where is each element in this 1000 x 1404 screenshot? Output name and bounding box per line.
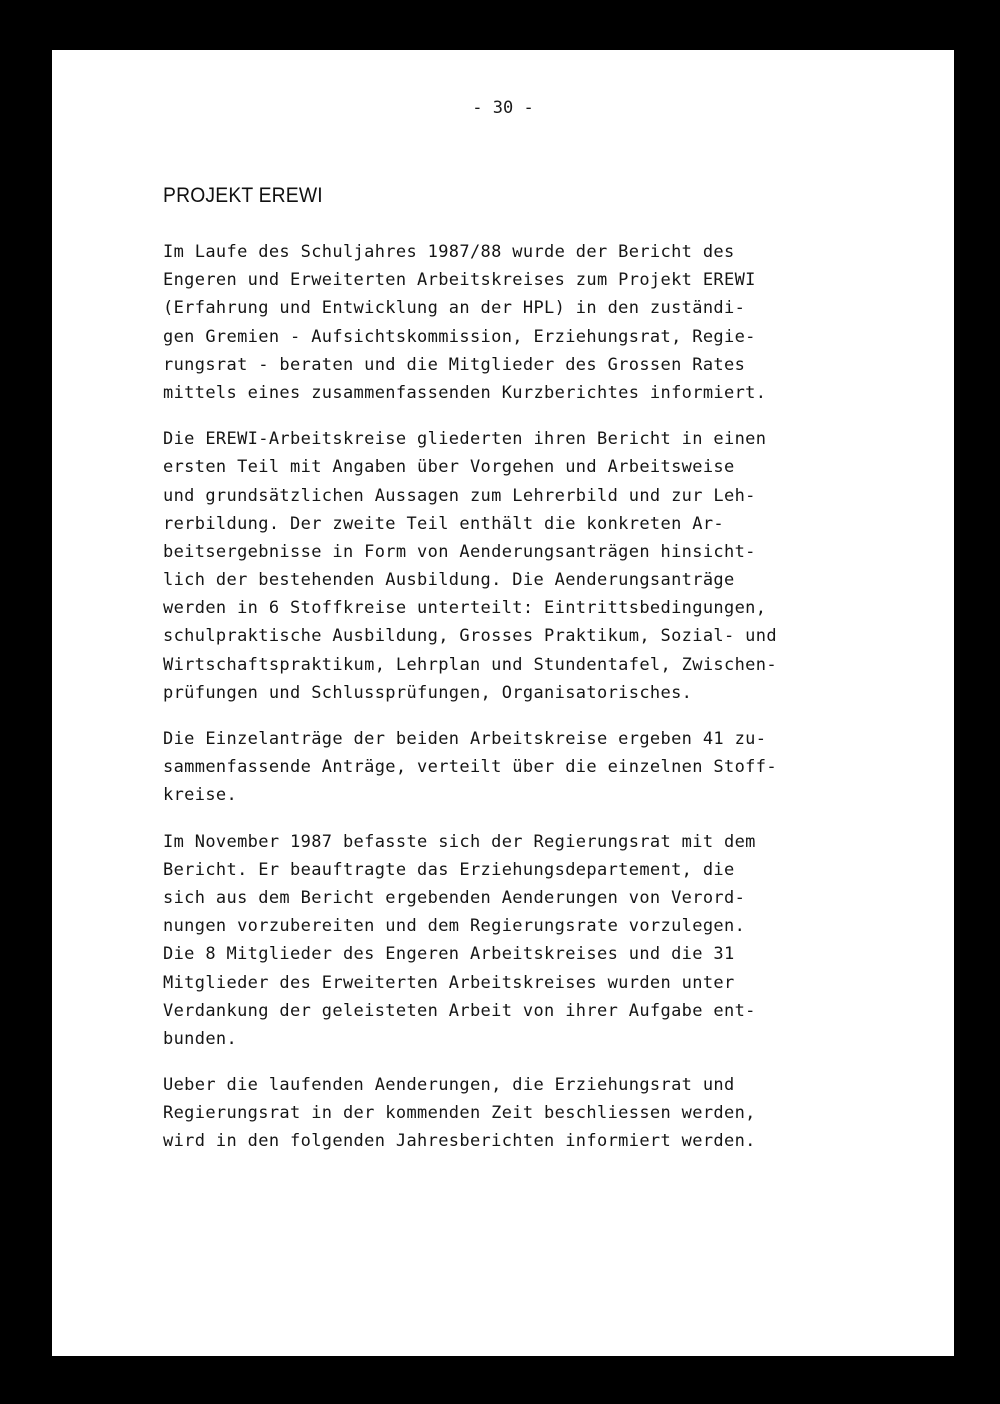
text-line: Im November 1987 befasste sich der Regierungsrat mit dem	[163, 831, 756, 852]
paragraph	[163, 725, 843, 810]
text-line: Engeren und Erweiterten Arbeitskreises zum Projekt EREWI	[163, 270, 756, 291]
text-line: wird in den folgenden Jahresberichten informiert werden.	[163, 1131, 756, 1152]
text-line: lich der bestehenden Ausbildung. Die Aenderungsanträge	[163, 570, 735, 591]
text-line: kreise.	[163, 785, 238, 806]
text-line: ersten Teil mit Angaben über Vorgehen und Arbeitsweise	[163, 457, 735, 478]
text-line: beitsergebnisse in Form von Aenderungsanträgen hinsicht-	[163, 541, 756, 562]
text-line: Wirtschaftspraktikum, Lehrplan und Stundentafel, Zwischen-	[163, 654, 777, 675]
paragraph	[163, 1071, 843, 1156]
section-heading: PROJEKT EREWI	[163, 184, 323, 207]
text-line: und grundsätzlichen Aussagen zum Lehrerbild und zur Leh-	[163, 485, 756, 506]
text-line: prüfungen und Schlussprüfungen, Organisatorisches.	[163, 682, 693, 703]
text-line: (Erfahrung und Entwicklung an der HPL) in den zuständi-	[163, 298, 746, 319]
text-line: nungen vorzubereiten und dem Regierungsrate vorzulegen.	[163, 916, 746, 937]
text-line: werden in 6 Stoffkreise unterteilt: Eintrittsbedingungen,	[163, 598, 767, 619]
body-text	[163, 238, 843, 1174]
page-number: - 30 -	[472, 98, 534, 118]
text-line: schulpraktische Ausbildung, Grosses Praktikum, Sozial- und	[163, 626, 777, 647]
text-line: sammenfassende Anträge, verteilt über die einzelnen Stoff-	[163, 757, 777, 778]
text-line: gen Gremien - Aufsichtskommission, Erziehungsrat, Regie-	[163, 326, 756, 347]
text-line: Im Laufe des Schuljahres 1987/88 wurde der Bericht des	[163, 242, 735, 262]
text-line: Regierungsrat in der kommenden Zeit beschliessen werden,	[163, 1103, 756, 1124]
text-line: Mitglieder des Erweiterten Arbeitskreises wurden unter	[163, 972, 735, 993]
document-page	[52, 50, 954, 1356]
text-line: sich aus dem Bericht ergebenden Aenderungen von Verord-	[163, 887, 746, 908]
text-line: Ueber die laufenden Aenderungen, die Erziehungsrat und	[163, 1075, 735, 1096]
text-line: Die 8 Mitglieder des Engeren Arbeitskreises und die 31	[163, 944, 735, 965]
paragraph	[163, 238, 843, 407]
paragraph	[163, 828, 843, 1054]
text-line: Die Einzelanträge der beiden Arbeitskreise ergeben 41 zu-	[163, 729, 767, 749]
text-line: Verdankung der geleisteten Arbeit von ihrer Aufgabe ent-	[163, 1000, 756, 1021]
text-line: rerbildung. Der zweite Teil enthält die konkreten Ar-	[163, 513, 724, 534]
text-line: bunden.	[163, 1028, 238, 1049]
text-line: rungsrat - beraten und die Mitglieder des Grossen Rates	[163, 354, 746, 375]
paragraph	[163, 425, 843, 707]
text-line: Die EREWI-Arbeitskreise gliederten ihren Bericht in einen	[163, 429, 767, 450]
text-line: mittels eines zusammenfassenden Kurzberichtes informiert.	[163, 382, 767, 403]
text-line: Bericht. Er beauftragte das Erziehungsdepartement, die	[163, 859, 735, 880]
